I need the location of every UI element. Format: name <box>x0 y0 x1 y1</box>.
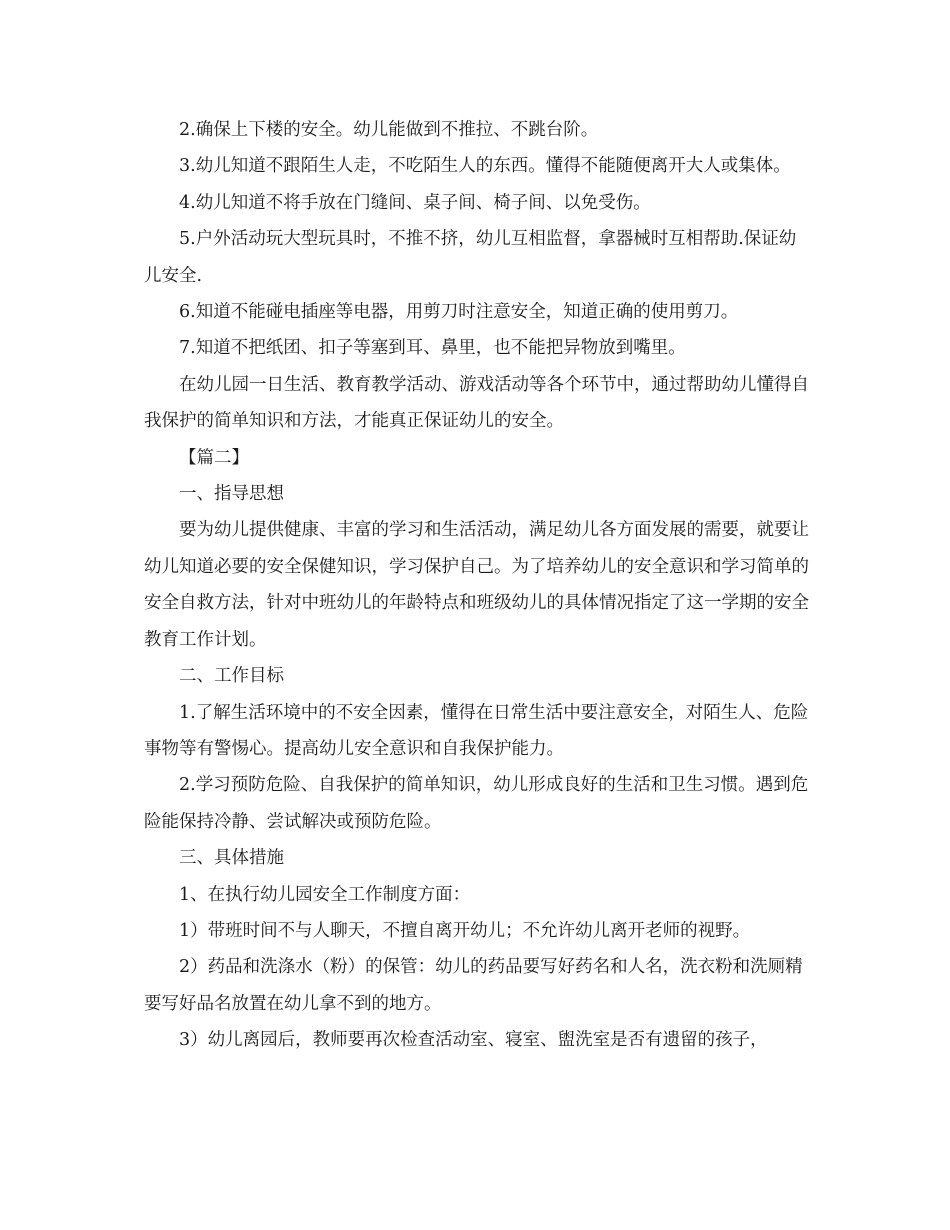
paragraph: 2）药品和洗涤水（粉）的保管：幼儿的药品要写好药名和人名，洗衣粉和洗厕精要写好品名放置在幼儿拿不到的地方。 <box>144 957 803 1014</box>
paragraph: 2.确保上下楼的安全。幼儿能做到不推拉、不跳台阶。 <box>179 120 599 140</box>
paragraph: 要为幼儿提供健康、丰富的学习和生活活动，满足幼儿各方面发展的需要，就要让幼儿知道必要的安全保健知识，学习保护自己。为了培养幼儿的安全意识和学习简单的安全自救方法，针对中班幼儿的年龄特点和班级幼儿的具体情况指定了这一学期的安全教育工作计划。 <box>144 520 809 650</box>
paragraph: 3）幼儿离园后，教师要再次检查活动室、寝室、盥洗室是否有遗留的孩子， <box>179 1030 768 1051</box>
section-heading: 一、指导思想 <box>179 484 284 505</box>
paragraph: 1.了解生活环境中的不安全因素，懂得在日常生活中要注意安全，对陌生人、危险事物等有警惕心。提高幼儿安全意识和自我保护能力。 <box>144 702 809 759</box>
document-body <box>144 112 809 1059</box>
paragraph: 1、在执行幼儿园安全工作制度方面： <box>179 884 471 905</box>
section-heading: 【篇二】 <box>179 447 249 468</box>
paragraph: 2.学习预防危险、自我保护的简单知识，幼儿形成良好的生活和卫生习惯。遇到危险能保持冷静、尝试解决或预防危险。 <box>144 775 809 832</box>
paragraph: 7.知道不把纸团、扣子等塞到耳、鼻里，也不能把异物放到嘴里。 <box>179 338 686 359</box>
paragraph: 6.知道不能碰电插座等电器，用剪刀时注意安全，知道正确的使用剪刀。 <box>179 302 739 323</box>
paragraph: 5.户外活动玩大型玩具时，不推不挤，幼儿互相监督，拿器械时互相帮助.保证幼儿安全. <box>144 229 797 286</box>
section-heading: 二、工作目标 <box>179 666 284 687</box>
paragraph: 1）带班时间不与人聊天，不擅自离开幼儿；不允许幼儿离开老师的视野。 <box>179 920 751 941</box>
section-heading: 三、具体措施 <box>179 848 284 869</box>
paragraph: 4.幼儿知道不将手放在门缝间、桌子间、椅子间、以免受伤。 <box>179 192 651 213</box>
paragraph: 3.幼儿知道不跟陌生人走，不吃陌生人的东西。懂得不能随便离开大人或集体。 <box>179 156 791 177</box>
paragraph: 在幼儿园一日生活、教育教学活动、游戏活动等各个环节中，通过帮助幼儿懂得自我保护的简单知识和方法，才能真正保证幼儿的安全。 <box>144 374 809 432</box>
